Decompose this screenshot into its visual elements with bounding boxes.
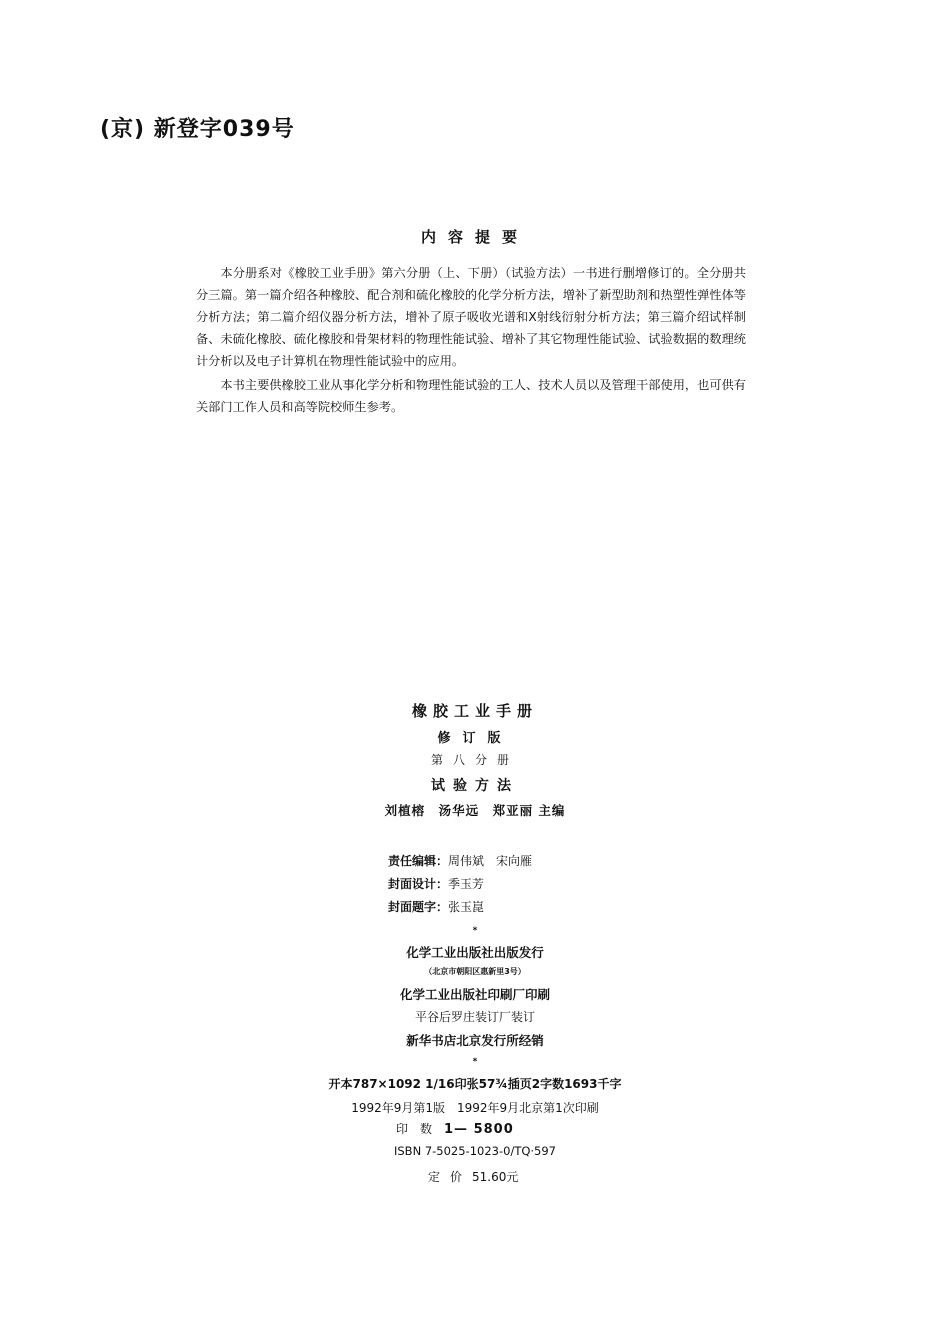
price [428,1168,518,1185]
printer: 化学工业出版社印刷厂印刷 [399,987,550,1002]
price-label: 定价 [428,1170,473,1184]
volume-label: 第八分册 [430,753,519,767]
edition-info: 1992年9月第1版 1992年9月北京第1次印刷 [351,1101,599,1115]
binder: 平谷后罗庄装订厂装订 [414,1010,535,1024]
credit-row-cover-design [388,873,532,896]
editors: 刘植榕 汤华远 郑亚丽 主编 [384,803,566,818]
credit-label: 封面题字： [388,900,449,914]
separator-star: * [472,1057,478,1067]
book-title: 橡胶工业手册 [411,702,538,720]
book-subtitle: 试验方法 [431,778,519,794]
credit-row-editor [388,850,532,873]
credit-value: 周伟斌 宋向雁 [448,854,533,868]
credits-block [388,850,532,919]
print-run-value: 1— 5800 [444,1122,514,1137]
registration-number: (京) 新登字039号 [100,117,295,142]
credit-label: 责任编辑： [388,854,449,868]
price-value: 51.60元 [472,1170,519,1184]
isbn: ISBN 7-5025-1023-0/TQ·597 [393,1144,556,1158]
print-run-label: 印数 [396,1122,445,1136]
credit-value: 季玉芳 [448,877,485,891]
publisher-address: （北京市朝阳区惠新里3号） [424,967,526,976]
summary-body [196,262,746,418]
summary-title: 内容提要 [420,228,529,246]
credit-label: 封面设计： [388,877,449,891]
credit-row-cover-calligraphy [388,896,532,919]
book-specs: 开本787×1092 1/16印张57¾插页2字数1693千字 [328,1077,622,1091]
separator-star: * [472,926,478,936]
summary-paragraph: 本书主要供橡胶工业从事化学分析和物理性能试验的工人、技术人员以及管理干部使用，也可供有关部门工作人员和高等院校师生参考。 [196,378,746,414]
summary-paragraph: 本分册系对《橡胶工业手册》第六分册（上、下册）（试验方法）一书进行删增修订的。全分册共分三篇。第一篇介绍各种橡胶、配合剂和硫化橡胶的化学分析方法，增补了新型助剂和热塑性弹性体等分析方法；第二篇介绍仪器分析方法，增补了原子吸收光谱和X射线衍射分析方法；第三篇介绍试样制备、未硫化橡胶、硫化橡胶和骨架材料的物理性能试验、增补了其它物理性能试验、试验数据的数理统计分析以及电子计算机在物理性能试验中的应用。 [196,266,746,368]
distributor: 新华书店北京发行所经销 [406,1033,544,1048]
print-run [396,1120,514,1137]
publisher: 化学工业出版社出版发行 [406,945,544,960]
edition-label: 修订版 [437,731,513,746]
credit-value: 张玉崑 [448,900,485,914]
